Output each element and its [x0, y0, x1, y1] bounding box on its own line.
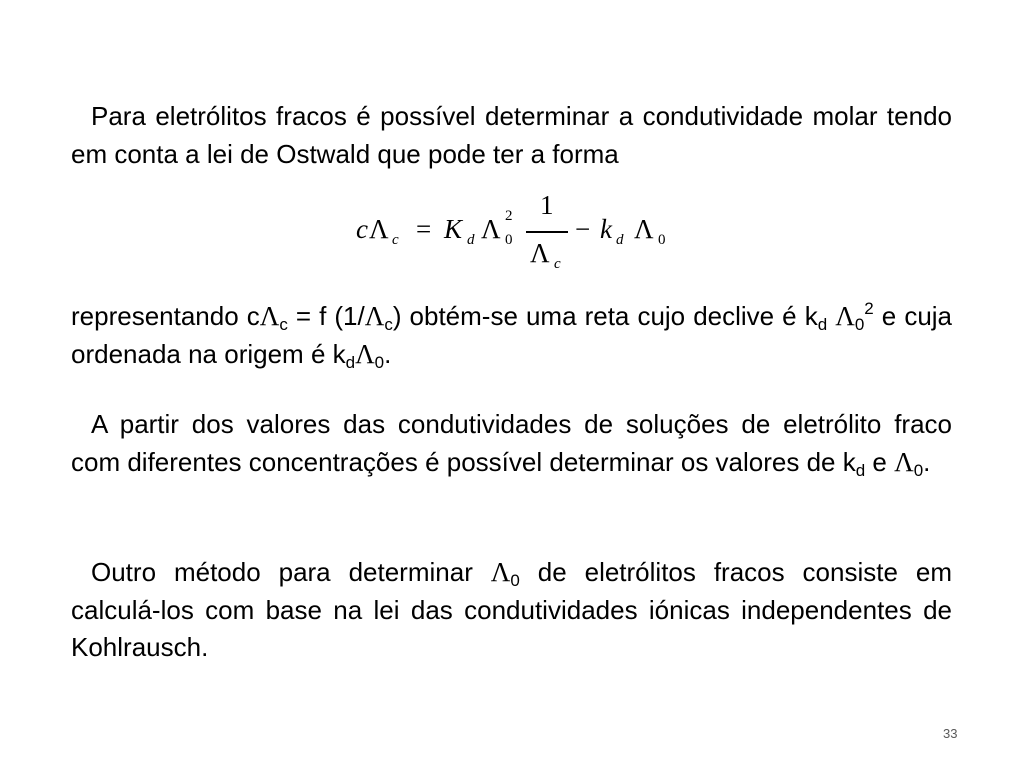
text-run: . — [923, 446, 931, 477]
eq-sub-0: 0 — [658, 232, 666, 248]
eq-fraction-bar — [526, 231, 568, 233]
subscript-0: 0 — [510, 571, 520, 590]
text-run: = f (1/ — [287, 301, 365, 331]
eq-lambda: Λ — [481, 214, 501, 244]
lambda-symbol: Λ — [490, 557, 511, 587]
ostwald-equation — [354, 190, 684, 276]
eq-sup-2: 2 — [505, 208, 513, 224]
eq-lambda: Λ — [634, 214, 654, 244]
lambda-symbol: Λ — [355, 338, 375, 369]
eq-sub-0: 0 — [505, 232, 513, 248]
eq-denominator-lambda: Λ — [530, 238, 550, 268]
eq-sub-c: c — [392, 232, 399, 248]
page-number: 33 — [943, 726, 958, 741]
subscript-c: c — [384, 315, 393, 334]
text-run: ) obtém-se uma reta cujo declive é k — [392, 301, 818, 331]
eq-equals: = — [416, 214, 432, 244]
eq-numerator: 1 — [540, 190, 554, 220]
text-run: Outro método para determinar — [91, 557, 491, 587]
subscript-0: 0 — [854, 315, 865, 334]
lambda-symbol: Λ — [835, 301, 855, 331]
text-run: e — [865, 446, 895, 477]
lambda-symbol: Λ — [894, 446, 914, 477]
paragraph-text: Para eletrólitos fracos é possível determinar a condutividade molar tendo em conta a lei de Ostwald que pode ter a forma — [71, 101, 952, 169]
paragraph-ostwald-intro — [71, 98, 952, 173]
eq-sub-d: d — [616, 232, 624, 248]
superscript-2: 2 — [864, 299, 874, 318]
eq-denominator-sub-c: c — [554, 256, 561, 272]
text-run: A partir dos valores das condutividades de soluções de eletrólito fraco com diferentes concentrações é possível determinar os valores de k — [71, 409, 952, 477]
text-run: de eletrólitos fracos consiste em calculá-los com base na lei das condutividades iónicas independentes de Kohlrausch. — [71, 557, 952, 662]
paragraph-linear-fit — [71, 298, 952, 373]
subscript-d: d — [817, 315, 828, 334]
eq-lambda: Λ — [369, 214, 389, 244]
eq-minus: − — [575, 214, 591, 244]
eq-c: c — [356, 214, 368, 244]
lambda-symbol: Λ — [259, 301, 280, 331]
text-run: representando c — [71, 301, 260, 331]
eq-K: K — [444, 214, 463, 244]
subscript-0: 0 — [374, 352, 385, 372]
subscript-d: d — [855, 460, 866, 480]
text-run: . — [384, 338, 392, 369]
subscript-c: c — [279, 315, 288, 334]
subscript-0: 0 — [913, 460, 924, 480]
eq-sub-d: d — [467, 232, 475, 248]
paragraph-kohlrausch — [71, 554, 952, 667]
eq-k: k — [600, 214, 612, 244]
subscript-d: d — [345, 352, 356, 372]
paragraph-determine-kd — [71, 406, 952, 481]
lambda-symbol: Λ — [364, 301, 385, 331]
text-run: e cuja ordenada na origem é k — [71, 301, 953, 369]
